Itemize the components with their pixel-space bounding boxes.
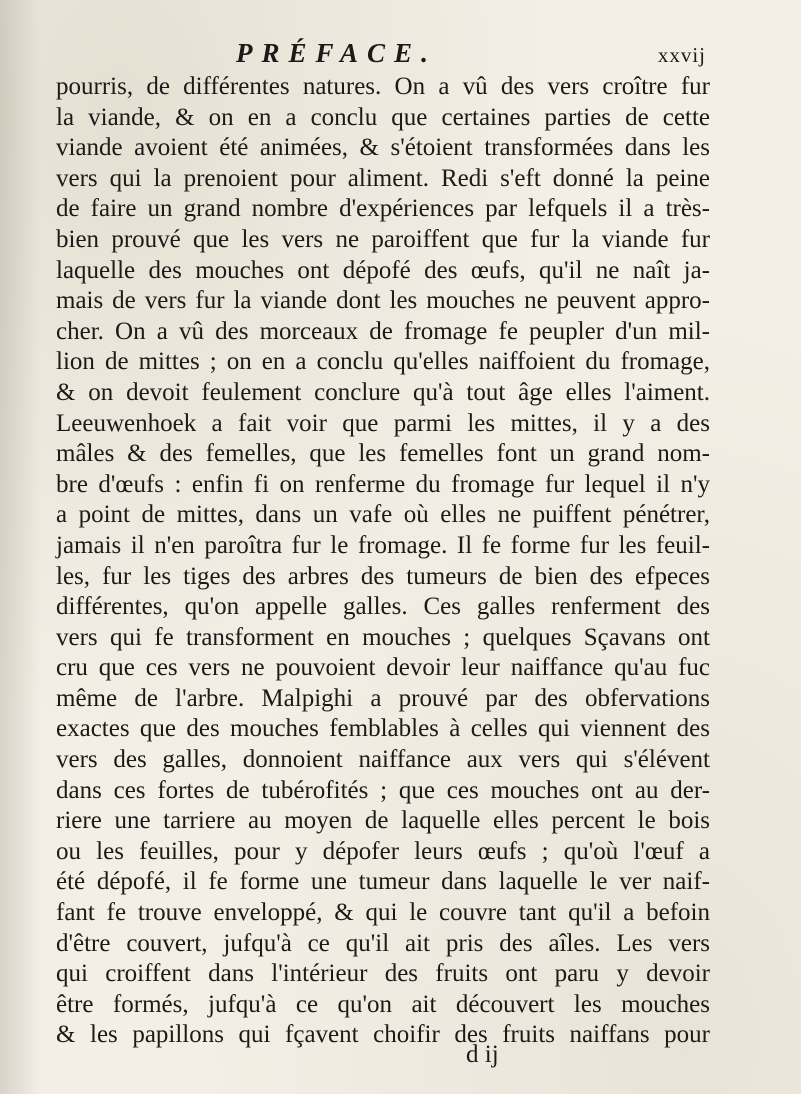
text-line: viande avoient été animées, & s'étoient transformées dans les [56, 134, 710, 162]
text-line: vers qui la prenoient pour aliment. Redi s'eft donné la peine [56, 164, 710, 192]
body-text [56, 72, 710, 1051]
text-line: ou les feuilles, pour y dépofer leurs œufs ; qu'où l'œuf a [56, 837, 710, 865]
page-header [236, 36, 706, 72]
text-line: riere une tarriere au moyen de laquelle elles percent le bois [56, 807, 710, 835]
text-line: dans ces fortes de tubérofités ; que ces mouches ont au der- [56, 776, 710, 804]
text-line: Leeuwenhoek a fait voir que parmi les mittes, il y a des [56, 409, 710, 437]
page-gutter-shadow [0, 0, 40, 1094]
text-line: mâles & des femelles, que les femelles font un grand nom- [56, 440, 710, 468]
text-line: même de l'arbre. Malpighi a prouvé par des obfervations [56, 684, 710, 712]
text-line: être formés, jufqu'à ce qu'on ait découvert les mouches [56, 990, 710, 1018]
text-line: vers qui fe transforment en mouches ; quelques Sçavans ont [56, 623, 710, 651]
text-line: mais de vers fur la viande dont les mouches ne peuvent appro- [56, 287, 710, 315]
text-line: de faire un grand nombre d'expériences par lefquels il a très- [56, 195, 710, 223]
text-line: vers des galles, donnoient naiffance aux vers qui s'élévent [56, 746, 710, 774]
text-line: différentes, qu'on appelle galles. Ces galles renferment des [56, 593, 710, 621]
text-line: lion de mittes ; on en a conclu qu'elles naiffoient du fromage, [56, 348, 710, 376]
text-line: d'être couvert, jufqu'à ce qu'il ait pris des aîles. Les vers [56, 929, 710, 957]
text-line: a point de mittes, dans un vafe où elles ne puiffent pénétrer, [56, 501, 710, 529]
text-line: cher. On a vû des morceaux de fromage fe peupler d'un mil- [56, 317, 710, 345]
text-line: pourris, de différentes natures. On a vû des vers croître fur [56, 73, 710, 100]
text-line: bien prouvé que les vers ne paroiffent que fur la viande fur [56, 225, 710, 253]
text-line: la viande, & on en a conclu que certaines parties de cette [56, 103, 710, 131]
page-number: xxvij [657, 43, 706, 67]
text-line: laquelle des mouches ont dépofé des œufs, qu'il ne naît ja- [56, 256, 710, 284]
text-line: les, fur les tiges des arbres des tumeurs de bien des efpeces [56, 562, 710, 590]
text-line: exactes que des mouches femblables à celles qui viennent des [56, 715, 710, 743]
signature-mark: d ij [466, 1041, 499, 1068]
text-line: cru que ces vers ne pouvoient devoir leur naiffance qu'au fuc [56, 654, 710, 682]
text-line: & on devoit feulement conclure qu'à tout âge elles l'aiment. [56, 378, 710, 406]
text-line: bre d'œufs : enfin fi on renferme du fromage fur lequel il n'y [56, 470, 710, 498]
text-line: fant fe trouve enveloppé, & qui le couvre tant qu'il a befoin [56, 899, 710, 927]
text-line: été dépofé, il fe forme une tumeur dans laquelle le ver naif- [56, 868, 710, 896]
text-line: jamais il n'en paroîtra fur le fromage. Il fe forme fur les feuil- [56, 531, 710, 559]
text-line: qui croiffent dans l'intérieur des fruits ont paru y devoir [56, 960, 710, 988]
running-title: PRÉFACE. [236, 38, 437, 68]
text-line: & les papillons qui fçavent choifir des fruits naiffans pour [56, 1021, 710, 1049]
